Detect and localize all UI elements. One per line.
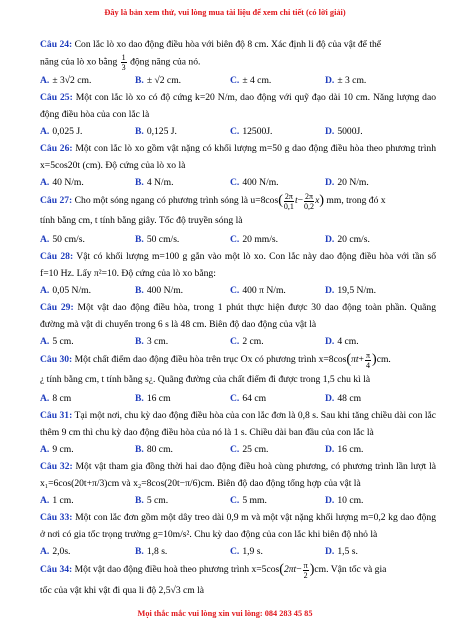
option-b[interactable]: B. 50 cm/s. — [135, 234, 180, 246]
question-text: Một con lắc lò xo có độ cứng k=20 N/m, dao động với quỹ đạo dài 10 cm. Năng lượng dao động điều hòa của con lắc là — [40, 92, 436, 120]
question-text: tính bằng cm, t tính bằng giây. Tốc độ truyền sóng là — [40, 215, 243, 227]
option-a[interactable]: A. 8 cm — [40, 393, 72, 405]
option-c[interactable]: C. 400 N/m. — [230, 177, 279, 188]
question-number: Câu 30: — [40, 354, 73, 366]
question-number: Câu 31: — [40, 410, 73, 422]
option-c[interactable]: C. 5 mm. — [230, 495, 267, 507]
answer-options — [40, 282, 436, 299]
question-text: Con lắc lò xo dao động điều hòa với biên độ 8 cm. Xác định li độ của vật để thế — [74, 39, 382, 50]
option-b[interactable]: B. 0,125 J. — [135, 126, 177, 137]
option-c[interactable]: C. 400 π N/m. — [230, 285, 286, 297]
option-c[interactable]: C. 25 cm. — [230, 444, 269, 456]
answer-options — [40, 231, 436, 248]
option-c[interactable]: C. ± 4 cm. — [230, 75, 272, 86]
fraction: $\frac{1}{3}$ — [121, 53, 126, 72]
fraction: $\frac{2\pi}{0,2}$ — [304, 191, 315, 211]
option-d[interactable]: D. 4 cm. — [325, 336, 359, 348]
option-d[interactable]: D. 19,5 N/m. — [325, 285, 376, 297]
option-b[interactable]: B. 4 N/m. — [135, 177, 174, 188]
option-d[interactable]: D. 5000J. — [325, 126, 363, 137]
question-25 — [40, 89, 436, 123]
option-a[interactable]: A. 2,0s. — [40, 546, 71, 558]
question-text: cm. — [376, 354, 391, 366]
option-d[interactable]: D. 20 cm/s. — [325, 234, 370, 246]
option-a[interactable]: A. 1 cm. — [40, 495, 74, 507]
question-text: cm. Vận tốc và gia — [314, 564, 387, 576]
question-number: Câu 29: — [40, 302, 74, 314]
answer-options — [40, 333, 436, 350]
option-a[interactable]: A. 0,025 J. — [40, 126, 83, 137]
preview-banner: Đây là bản xem thử, vui lòng mua tài liệu để xem chi tiết (có lời giải) — [104, 8, 346, 17]
option-a[interactable]: A. 50 cm/s. — [40, 234, 85, 246]
fraction: $\frac{\pi}{4}$ — [365, 350, 371, 370]
option-c[interactable]: C. 12500J. — [230, 126, 273, 137]
option-d[interactable]: D. 16 cm. — [325, 444, 364, 456]
question-number: Câu 27: — [40, 195, 73, 207]
question-27: Câu 27: Cho một sóng ngang có phương trình sóng là u=8cos( $\frac{2\pi}{0,1}$ t− $\frac{2\pi}{0,2}$ x) mm, trong đó x tính bằng cm, t tính bằng giây. Tốc độ truyền sóng là — [40, 191, 386, 227]
question-text: Một chất điểm dao động điều hòa trên trục Ox có phương trình x=8cos — [74, 354, 347, 366]
question-text: Cho một sóng ngang có phương trình sóng là u=8cos — [74, 195, 279, 207]
option-b[interactable]: B. 1,8 s. — [135, 546, 168, 558]
option-b[interactable]: B. 400 N/m. — [135, 285, 184, 297]
contact-footer: Mọi thắc mắc vui lòng xin vui lòng: 084 283 45 85 — [137, 609, 313, 618]
question-text: Một vật tham gia đồng thời hai dao động điều hoà cùng phương, có phương trình lần lượt là x₁=6cos(20t+π/3)cm và x₂=8cos(20t−π/6)cm. Biên độ dao động tổng hợp của vật là — [40, 461, 437, 490]
question-text: mm, trong đó x — [326, 195, 386, 207]
option-d[interactable]: D. ± 3 cm. — [325, 75, 367, 86]
question-number: Câu 28: — [40, 251, 74, 263]
option-d[interactable]: D. 10 cm. — [325, 495, 364, 507]
answer-options — [40, 390, 436, 407]
answer-options — [40, 174, 436, 191]
question-text: Một vật dao động điều hòa, trong 1 phút thực hiện được 30 dao động toàn phần. Quãng đường mà vật di chuyển trong 6 s là 48 cm. Biên độ dao động của vật là — [40, 302, 436, 331]
question-text: Vật có khối lượng m=100 g gắn vào một lò xo. Con lắc này dao động điều hòa với tần số f=10 Hz. Lấy π²=10. Độ cứng của lò xo bằng: — [40, 251, 436, 280]
option-a[interactable]: A. ± 3√2 cm. — [40, 75, 92, 86]
question-text: năng của lò xo bằng — [40, 56, 118, 68]
question-text: động năng của nó. — [130, 56, 201, 68]
question-28 — [40, 248, 436, 282]
question-text: tốc của vật khi vật đi qua li độ 2,5√3 cm là — [40, 584, 205, 596]
question-32 — [40, 458, 436, 492]
question-number: Câu 26: — [40, 143, 73, 154]
option-c[interactable]: C. 20 mm/s. — [230, 234, 279, 246]
question-text: Một con lắc đơn gồm một dây treo dài 0,9 m và một vật nặng khối lượng m=0,2 kg dao động ở nơi có gia tốc trọng trường g=10m/s². Chu kỳ dao động của con lắc khi biên độ nhỏ là — [40, 512, 437, 541]
option-b[interactable]: B. 80 cm. — [135, 444, 173, 456]
question-list — [40, 36, 436, 601]
option-a[interactable]: A. 40 N/m. — [40, 177, 84, 188]
question-24 — [40, 36, 436, 72]
answer-options — [40, 123, 436, 140]
option-b[interactable]: B. 3 cm. — [135, 336, 169, 348]
answer-options — [40, 543, 436, 560]
question-number: Câu 32: — [40, 461, 73, 473]
question-30: Câu 30: Một chất điểm dao động điều hòa trên trục Ox có phương trình x=8cos(πt+ $\frac{\pi}{4}$ )cm. ¿ tính bằng cm, t tính bằng s¿. Quãng đường của chất điểm đi được trong 1,5 chu kì là — [40, 350, 391, 386]
question-31 — [40, 407, 436, 441]
option-c[interactable]: C. 1,9 s. — [230, 546, 263, 558]
fraction: $\frac{2\pi}{0,1}$ — [283, 191, 294, 211]
question-number: Câu 34: — [40, 564, 73, 576]
question-number: Câu 25: — [40, 92, 73, 103]
option-a[interactable]: A. 9 cm. — [40, 444, 74, 456]
option-c[interactable]: C. 2 cm. — [230, 336, 264, 348]
question-text: Tại một nơi, chu kỳ dao động điều hòa của con lắc đơn là 0,8 s. Sau khi tăng chiều dài con lắc thêm 9 cm thì chu kỳ dao động điều hòa của nó là 1 s. Chiều dài ban đầu của con lắc là — [40, 410, 436, 439]
option-a[interactable]: A. 0,05 N/m. — [40, 285, 91, 297]
answer-options — [40, 441, 436, 458]
question-text: Một vật dao động điều hoà theo phương trình x=5cos — [74, 564, 280, 576]
option-a[interactable]: A. 5 cm. — [40, 336, 74, 348]
option-c[interactable]: C. 64 cm — [230, 393, 267, 405]
option-b[interactable]: B. ± √2 cm. — [135, 75, 182, 86]
question-34: Câu 34: Một vật dao động điều hoà theo phương trình x=5cos(2πt− $\frac{\pi}{2}$ )cm. Vận tốc và gia tốc của vật khi vật đi qua li độ 2,5√3 cm là — [40, 560, 387, 596]
answer-options — [40, 72, 436, 89]
option-d[interactable]: D. 1,5 s. — [325, 546, 358, 558]
option-d[interactable]: D. 48 cm — [325, 393, 362, 405]
answer-options — [40, 492, 436, 509]
option-b[interactable]: B. 16 cm — [135, 393, 171, 405]
question-text: ¿ tính bằng cm, t tính bằng s¿. Quãng đường của chất điểm đi được trong 1,5 chu kì là — [40, 374, 371, 386]
fraction: $\frac{\pi}{2}$ — [303, 560, 308, 580]
question-33 — [40, 509, 436, 543]
question-number: Câu 24: — [40, 39, 73, 50]
question-text: Một con lắc lò xo gồm vật nặng có khối lượng m=50 g dao động điều hòa theo phương trình x=5cos20t (cm). Độ cứng của lò xo là — [40, 143, 436, 171]
option-d[interactable]: D. 20 N/m. — [325, 177, 369, 188]
option-b[interactable]: B. 5 cm. — [135, 495, 169, 507]
question-29 — [40, 299, 436, 333]
question-26 — [40, 140, 436, 174]
question-number: Câu 33: — [40, 512, 73, 524]
